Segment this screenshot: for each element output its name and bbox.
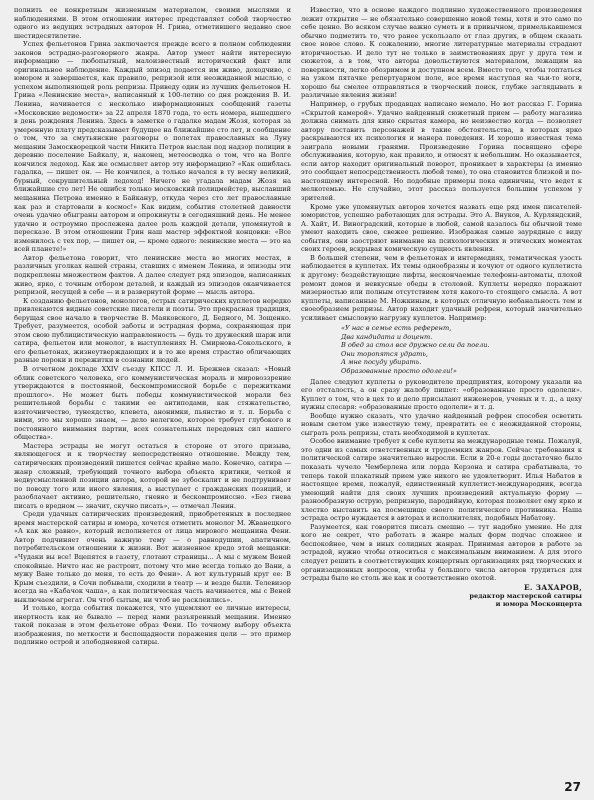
- verse-line: Образованные просто одолели!»: [341, 366, 457, 375]
- paragraph: В большей степени, чем в фельетонах и интермедиях, тематическая узость наблюдается в куплетах. Их темы однообразны и кочуют от одного куплетиста к другому: бездействующие лифты, нескончаемые телефоны-автоматы, плохой ремонт домов и невкусные обеды в столовой. Куплеты нередко поражают мизерностью или полным отсутствием хотя какого-то стоящего смысла. А вот куплеты, написанные М. Ножкиным, в которых отличную небанальность тем и своеобразием репризы. Автор находит удачный рефрен, который значительно усиливает смысловую нагрузку куплетов. Например:: [301, 253, 582, 322]
- verse-line: «У нас в семье есть референт,: [341, 324, 452, 333]
- author-name: Е. ЗАХАРОВ,: [524, 582, 582, 592]
- verse-line: А мне посуду убирать.: [341, 358, 422, 367]
- verse-line: Они торопятся удрать,: [341, 349, 428, 358]
- paragraph: И только, когда события покажется, что ущемляют ее личные интересы, инертность как не бывало — перед нами разъяренный мещанин. Именно такой показан в этом фельетоне образ Фени. По точному выбору объекта изображения, по меткости и беспощадности поражения цели — это пример подлинно острой и злободневной сатиры.: [14, 604, 291, 647]
- author-title-line: редактор мастерской сатиры: [469, 592, 582, 601]
- paragraph: Разумеется, как говорится писать смешно — тут надобно умение. Не для кого не секрет, что работать в жанре малых форм подчас сложнее и беспокойнее, чем в иных солидных жанрах. Принимая авторов в работе за эстрадой, нужно чтобы относиться с максимальным вниманием. А для этого следует решить в соответствующих концертных организациях ряд творческих и организационных вопросов, чтобы у большого числа авторов трудиться для эстрады было не столь же как и соответственно охотой.: [301, 522, 582, 583]
- paragraph: Автор фельетона говорит, что ленинские места во многих местах, в различных уголках нашей страны, ставших с именем Ленина, и эпизоды эти подкреплены множеством фактов. А далее следует ряд эпизодов, написанных живо, ярко, с точным отбором деталей, и каждый из эпизодов оканчивается репризой, несущей в себе — и в развернутой форме — мысль автора.: [14, 253, 291, 297]
- paragraph: К созданию фельетонов, монологов, острых сатирических куплетов нередко привлекаются видные советские писатели и поэты. Это прекрасная традиция, берущая свое начало в творчестве В. Маяковского, Д. Бедного, М. Зощенко. Требует, разумеется, особой заботы и эстрадная форма, сохраняющая при этом свою публицистическую направленность — будь то дружеский шарж или сатира, фельетон или монолог, в выступлениях Н. Смирнова-Сокольского, в его фельетонах, жизнеутверждающих и в то же время страстно обличающих разные пороки и пережитки в сознании людей.: [14, 296, 291, 365]
- paragraph: Особое внимание требует к себе куплеты на международные темы. Пожалуй, это одни из самых ответственных и трудоемких жанров. Сейчас требования к политической сатире значительно выросли. Если в 20-е годы достаточно было показать чучело Чемберлена или лорда Керзона и сатира срабатывала, то теперь такой плакатный прием уже никого не удовлетворит. Илья Набатов в настоящее время, пожалуй, единственный куплетист-международник, всегда умеющий найти для своих лучших произведений актуальную форму — разнообразную острую, репризную, пародийную, которая позволяет ему ярко и хлестко выставить на посмешище своего политического противника. Наша эстрада остро нуждается в авторах и исполнителях, подобных Набатову.: [301, 437, 582, 523]
- verse-line: В обед за стол все дружно сели да поели.: [341, 341, 490, 350]
- right-column: [301, 6, 582, 784]
- paragraph: Известно, что в основе каждого подлинно художественного произведения лежит открытие — не обязательно совершенно новой темы, хотя и это само по себе ценно. Во всяком случае важно суметь и в привычном, примелькавшемся обычно подметить то, что ранее ускользало от глаз других, в общем сказать свое новое слово. К сожалению, многие литературные материалы страдают вторичностью. И дело тут не только в заимствованиях друг у друга тем и сюжетов, а в том, что авторы довольствуются материалом, лежащим на поверхности, легко обозримом и доступном всем. Вместо того, чтобы топтаться на узком пятачке репертуарном поле, все время наступая на чьи-то ноги, хорошо бы смелее отправляться в творческий поиск, глубже заглядывать в различные явления жизни!: [301, 6, 582, 100]
- left-column: [14, 6, 291, 784]
- verse-quote: [341, 324, 582, 375]
- paragraph: полнить ее конкретным жизненным материалом, своими мыслями и наблюдениями. В этом отношении интерес представляет собой творчество одного из ведущих эстрадных авторов Н. Грина, отметившего недавно свое шестидесятилетие.: [14, 6, 291, 40]
- paragraph: Успех фельетонов Грина заключается прежде всего в полном соблюдении законов эстрадно-разговорного жанра. Автор умеет найти интересную информацию — любопытный, малоизвестный исторический факт или оригинальное наблюдение. Каждый эпизод подается им живо, доходчиво, с юмором и завершается, как правило, репризой или неожиданной мыслью, с успехом выполняющей роль репризы. Приведу один из лучших фельетонов Н. Грина «Ленинские места», написанный к 100-летию со дня рождения В. И. Ленина, начинается с несколько информационных сообщений газеты «Московские ведомости» за 22 апреля 1870 года, то есть номера, вышедшего в день рождения Ленина. Здесь в заметке о гадалке мадам Жозя, которая за умеренную плату предсказывает будущее на ближайшие сто лет, и сообщение о том, что за смутьянские разговоры о полетах православных на Луну мещанин Замоскворецкой части Никита Петров выслан под надзор полиции в деревню поселение Байкалу, и, наконец, метеосводка о том, что на Волге кончился ледоход. Как же осмысляет автор эту информацию? «Как ошиблась гадалка, — пишет он. — Не кончился, а только начался в ту весну великий, бурный, сокрушительный ледоход! Ничего не угадала мадам Жозя на ближайшие сто лет! Не ошибся только московский полицмейстер, выславший мещанина Петрова именно в Байканур, откуда через сто лет православные как раз и стартовали в космос!» Как видим, события столетней давности очень удачно обыграны автором и опрокинуты в сегодняшний день. Не менее удачно и остроумно прослежена далее роль каждой детали, упомянутой в пересказе. В этом отношении Грин наш мастер эффектной концовки: «Все изменилось с тех пор, — пишет он, — кроме одного: ленинские места — это на всей планете!»: [14, 40, 291, 254]
- paragraph: Кроме уже упомянутых авторов хочется назвать еще ряд имен писателей-юмористов, успешно работающих для эстрады. Это А. Внуков, А. Курляндский, А. Хайт, И. Виноградский, которые в любой, самой казалось бы обычной теме умеют находить свое, свежее решение. Изображая самые заурядные с виду события, они заостряют внимание на психологических и этических моментах своих героев, вскрывая комическую сущность явления.: [301, 202, 582, 254]
- verse-line: Два кандидата и доцент.: [341, 332, 433, 341]
- page-number: 27: [564, 780, 581, 794]
- author-signature: [301, 584, 582, 609]
- paragraph: Например, о грубых продавцах написано немало. Но вот рассказ Г. Горина «Скрытой камерой». Удачно найденный сюжетный прием — работу магазина должна снимать для кино скрытая камера, но неизвестно когда — позволяет автору поставить персонажей в такие обстоятельства, в которых ярко раскрываются их психология и манера поведения. И хорошо известная тема заиграла новыми гранями. Произведение Горина посвящено сфере обслуживания, которую, как правило, и относят к небольшим. Но оказывается, если автор находит оригинальный поворот, проникает в характеры (а именно это сообщает непосредственность любой теме), то она становится близкой и по-настоящему интересной. Но подобные примеры пока единичны, что ведет к мелкотемью. Не случайно, этот рассказ пользуется большим успехом у зрителей.: [301, 100, 582, 203]
- author-title-line: и юмора Москонцерта: [495, 600, 582, 609]
- paragraph: Среди удачных сатирических произведений, приобретенных в последнее время мастерской сатиры и юмора, хочется отметить монолог М. Жванецкого «А как же равно», который исполняется от лица мирового мещанина Фени. Автор подчиняет очень важную тему — о равнодушии, апатичном, потребительском отношении к жизни. Вот жизненное кредо этой мещанки: «Чудаки вы все! Вцепятся в газету, глотают страницы... А мы с мужем Веней спокойные. Ничто нас не растроит, потому что мне всегда только до Вани, а мужу Ване только до меня, то есть до Фени». А вот культурный круг ее: В Крым съездили, в Сочи побывали, сходили в театр — и везде были. Телевизор всегда на «Кабачок чаша», а как политическая часть начинается, мы с Веней выключаем агрегат. Он чтоб сытым, ни чтоб не расклеились».: [14, 510, 291, 604]
- paragraph: Мастера эстрады не могут остаться в стороне от этого призыва, являющегося и к творчеству непосредственно отношение. Между тем, сатирических произведений пишется сейчас крайне мало. Конечно, сатира — жанр сложный, требующий точного выбора объекта критики, четкой и недвусмысленной позиции автора, которой не зубоскалит и не подтрунивает по поводу того или иного явления, а выступает с гражданских позиций, и разоблачает активно, решительно, гневно и бескомпромиссно. «Без гнева писать о вредном — значит, скучно писать», — отмечал Ленин.: [14, 441, 291, 510]
- paragraph: Далее следуют куплеты о руководителе предприятия, которому указали на его отсталость, а он сразу жалобу пишет: «образованные просто одолели». Куплет о том, что в цех то и дело присылают инженеров, ученых и т. д., а цеху нужны слесаря: «образованные просто одолели» и т. д.: [301, 377, 582, 412]
- paragraph: Вообще нужно сказать, что удачно найденный рефрен способен осветить новым светом уже известную тему, превратить ее с неожиданной стороны, сыграть роль репризы, стать необходимой в куплетах.: [301, 411, 582, 437]
- paragraph: В отчетном докладе XXIV съезду КПСС Л. И. Брежнев сказал: «Новый облик советского человека, его коммунистическая мораль и мировоззрение утверждаются в постоянной, бескомпромиссной борьбе с пережитками прошлого». Не может быть победы коммунистической морали без решительной борьбы с такими ее антиподами, как стяжательство, взяточничество, тунеядство, клевета, анонимки, пьянство и т. п. Борьба с ними, это мы хорошо знаем, — дело нелегкое, которое требует глубокого и постоянного внимания партии, всех сознательных передовых сил нашего общества».: [14, 364, 291, 442]
